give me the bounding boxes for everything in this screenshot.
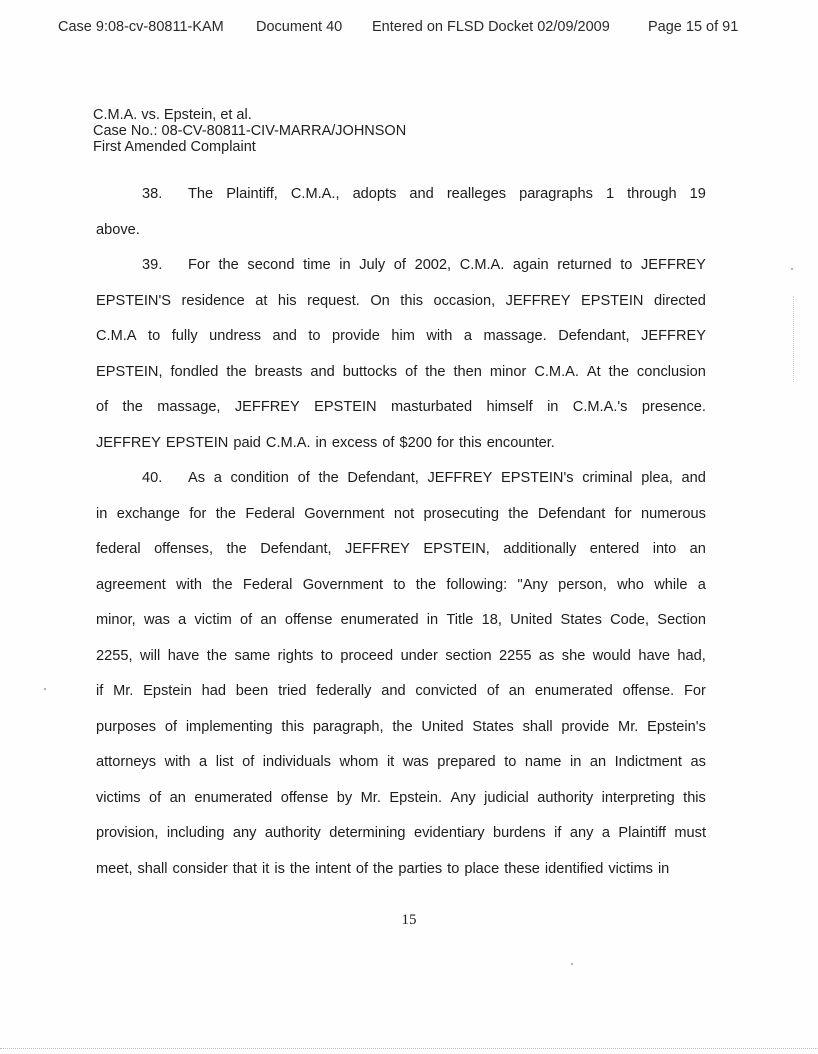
page-number: 15 xyxy=(401,912,417,928)
paragraph-number: 38. xyxy=(142,186,163,202)
paragraph-text: The Plaintiff, C.M.A., adopts and realleges paragraphs 1 through 19 xyxy=(188,186,706,202)
scan-margin-mark xyxy=(793,296,794,382)
paragraph-40-line: victims of an enumerated offense by Mr. Epstein. Any judicial authority interpreting this xyxy=(96,789,706,806)
paragraph-39-line: of the massage, JEFFREY EPSTEIN masturbated himself in C.M.A.'s presence. xyxy=(96,399,706,415)
paragraph-38-line: above. xyxy=(96,221,140,238)
paragraph-40-line: meet, shall consider that it is the intent of the parties to place these identified victims in xyxy=(96,860,670,877)
paragraph-39-line: EPSTEIN'S residence at his request. On this occasion, JEFFREY EPSTEIN directed xyxy=(96,292,706,309)
paragraph-39-line: C.M.A to fully undress and to provide him with a massage. Defendant, JEFFREY xyxy=(96,328,706,344)
paragraph-number: 39. xyxy=(142,257,163,273)
paragraph-40-line: minor, was a victim of an offense enumerated in Title 18, United States Code, Section xyxy=(96,612,706,628)
paragraph-40-line: in exchange for the Federal Government not prosecuting the Defendant for numerous xyxy=(96,505,706,522)
paragraph-text: As a condition of the Defendant, JEFFREY EPSTEIN's criminal plea, and xyxy=(188,470,706,486)
paragraph-text: For the second time in July of 2002, C.M.A. again returned to JEFFREY xyxy=(188,257,706,273)
scan-speck xyxy=(571,963,573,965)
paragraph-40-line: 2255, will have the same rights to proceed under section 2255 as she would have had, xyxy=(96,647,706,664)
paragraph-39-line: JEFFREY EPSTEIN paid C.M.A. in excess of $200 for this encounter. xyxy=(96,434,555,451)
paragraph-39-line: EPSTEIN, fondled the breasts and buttocks of the then minor C.M.A. At the conclusion xyxy=(96,363,706,380)
docket-page-count: Page 15 of 91 xyxy=(648,19,739,35)
case-caption xyxy=(93,107,406,155)
paragraph-40-line: purposes of implementing this paragraph, the United States shall provide Mr. Epstein's xyxy=(96,718,706,735)
paragraph-40-line: provision, including any authority determining evidentiary burdens if any a Plaintiff must xyxy=(96,825,706,841)
paragraph-40-line: agreement with the Federal Government to the following: "Any person, who while a xyxy=(96,576,706,593)
paragraph-40-line: attorneys with a list of individuals whom it was prepared to name in an Indictment as xyxy=(96,754,706,770)
paragraph-number: 40. xyxy=(142,470,163,486)
docket-case-number: Case 9:08-cv-80811-KAM xyxy=(58,19,224,35)
page-bottom-edge xyxy=(0,1048,818,1049)
scan-speck xyxy=(791,268,793,270)
caption-parties: C.M.A. vs. Epstein, et al. xyxy=(93,107,252,123)
caption-case-number: Case No.: 08-CV-80811-CIV-MARRA/JOHNSON xyxy=(93,123,407,139)
docket-document-number: Document 40 xyxy=(256,19,343,35)
scan-speck xyxy=(44,688,46,690)
paragraph-40-line: federal offenses, the Defendant, JEFFREY EPSTEIN, additionally entered into an xyxy=(96,541,706,557)
paragraph-40-line: if Mr. Epstein had been tried federally and convicted of an enumerated offense. For xyxy=(96,683,706,699)
caption-document-title: First Amended Complaint xyxy=(93,139,256,155)
docket-entered-date: Entered on FLSD Docket 02/09/2009 xyxy=(372,19,610,35)
